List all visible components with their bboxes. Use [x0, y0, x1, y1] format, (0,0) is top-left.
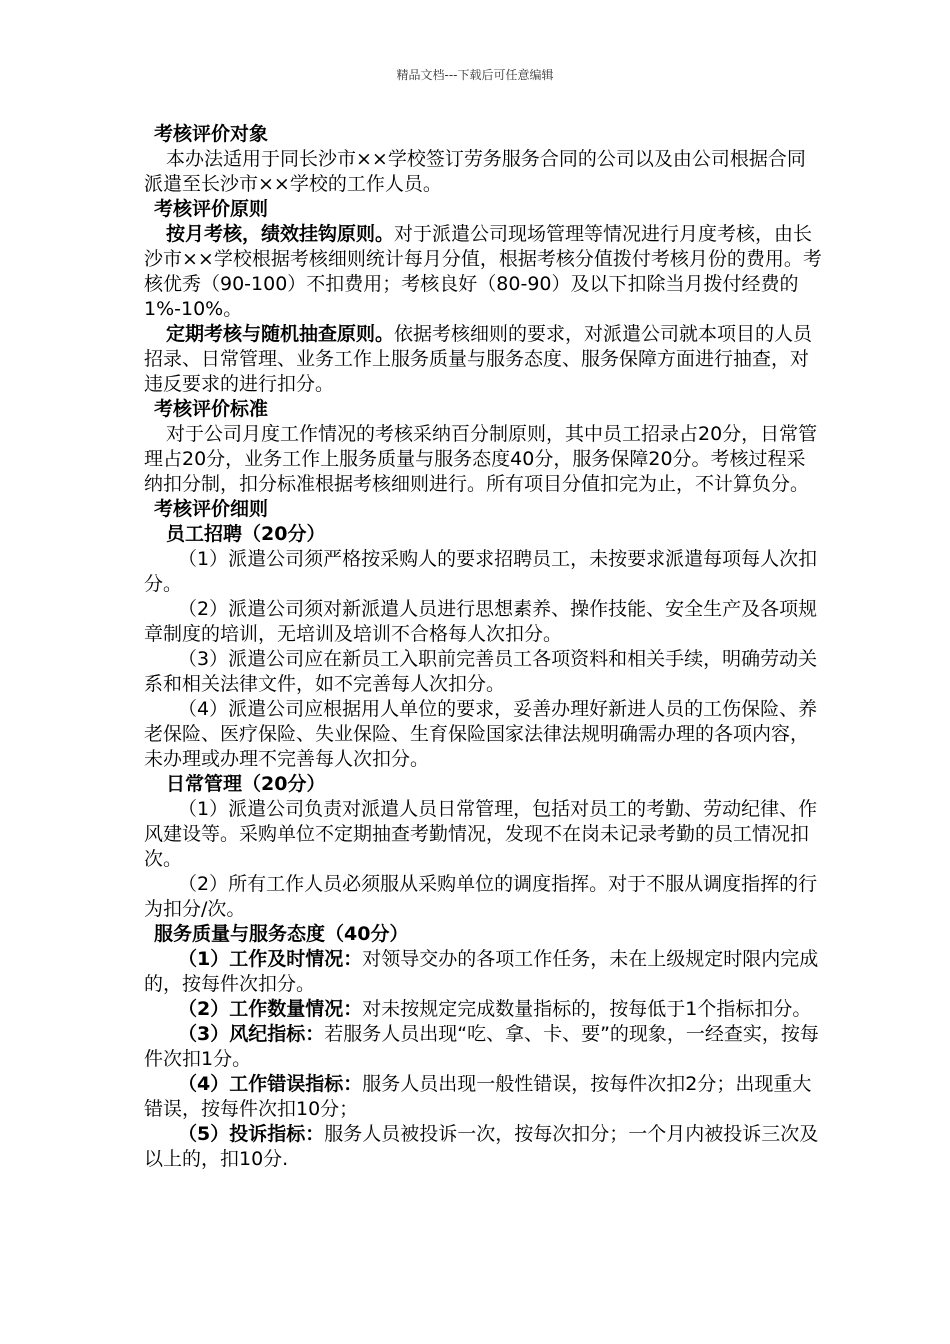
- list-item: （4）派遣公司应根据用人单位的要求，妥善办理好新进人员的工伤保险、养老保险、医疗保险、失业保险、生育保险国家法律法规明确需办理的各项内容，未办理或办理不完善每人次扣分。: [144, 698, 818, 770]
- paragraph-scope: 本办法适用于同长沙市××学校签订劳务服务合同的公司以及由公司根据合同派遣至长沙市××学校的工作人员。: [144, 148, 806, 195]
- list-item: [144, 1122, 824, 1172]
- section-title-evaluation-details: 考核评价细则: [154, 498, 269, 520]
- list-item: [144, 1022, 824, 1072]
- list-item: [144, 947, 824, 997]
- section-title-evaluation-object: 考核评价对象: [154, 123, 269, 145]
- list-item: [144, 1072, 824, 1122]
- paragraph-monthly-principle: [144, 222, 824, 322]
- principle-text: 对于派遣公司现场管理等情况进行月度考核，由长沙市××学校根据考核细则统计每月分值，根据考核分值拨付考核月份的费用。考核优秀（90-100）不扣费用；考核良好（80-90）及以下扣除当月拨付经费的1%-10%。: [144, 223, 822, 320]
- item-text: 对领导交办的各项工作任务，未在上级规定时限内完成的，按每件次扣分。: [144, 948, 819, 995]
- principle-lead: 按月考核，绩效挂钩原则。: [166, 223, 395, 245]
- item-lead: （4）工作错误指标：: [178, 1073, 363, 1095]
- principle-text: 依据考核细则的要求，对派遣公司就本项目的人员招录、日常管理、业务工作上服务质量与服务态度、服务保障方面进行抽查，对违反要求的进行扣分。: [144, 323, 813, 395]
- item-text: 对未按规定完成数量指标的，按每低于1个指标扣分。: [362, 998, 812, 1020]
- paragraph-random-check-principle: [144, 322, 824, 397]
- item-lead: （3）风纪指标：: [178, 1023, 325, 1045]
- principle-lead: 定期考核与随机抽查原则。: [166, 323, 395, 345]
- subsection-title-recruitment: 员工招聘（20分）: [166, 523, 326, 545]
- list-item: （2）所有工作人员必须服从采购单位的调度指挥。对于不服从调度指挥的行为扣分/次。: [144, 873, 818, 920]
- subsection-title-service-quality: 服务质量与服务态度（40分）: [154, 923, 409, 945]
- item-lead: （2）工作数量情况：: [178, 998, 363, 1020]
- list-item: （3）派遣公司应在新员工入职前完善员工各项资料和相关手续，明确劳动关系和相关法律文件，如不完善每人次扣分。: [144, 648, 818, 695]
- item-lead: （5）投诉指标：: [178, 1123, 325, 1145]
- document-body: [144, 122, 824, 1172]
- item-text: 服务人员被投诉一次，按每次扣分；一个月内被投诉三次及以上的，扣10分.: [144, 1123, 819, 1170]
- section-title-evaluation-principles: 考核评价原则: [154, 198, 269, 220]
- list-item: （1）派遣公司须严格按采购人的要求招聘员工，未按要求派遣每项每人次扣分。: [144, 548, 818, 595]
- page-header: 精品文档---下载后可任意编辑: [396, 68, 554, 82]
- paragraph-standard: 对于公司月度工作情况的考核采纳百分制原则，其中员工招录占20分，日常管理占20分，业务工作上服务质量与服务态度40分，服务保障20分。考核过程采纳扣分制，扣分标准根据考核细则进行。所有项目分值扣完为止，不计算负分。: [144, 423, 818, 495]
- item-lead: （1）工作及时情况：: [178, 948, 363, 970]
- subsection-title-daily-management: 日常管理（20分）: [166, 773, 326, 795]
- item-text: 服务人员出现一般性错误，按每件次扣2分；出现重大错误，按每件次扣10分；: [144, 1073, 812, 1120]
- item-text: 若服务人员出现“吃、拿、卡、要”的现象，一经查实，按每件次扣1分。: [144, 1023, 819, 1070]
- list-item: （1）派遣公司负责对派遣人员日常管理，包括对员工的考勤、劳动纪律、作风建设等。采购单位不定期抽查考勤情况，发现不在岗未记录考勤的员工情况扣次。: [144, 798, 818, 870]
- section-title-evaluation-standard: 考核评价标准: [154, 398, 269, 420]
- list-item: [144, 997, 824, 1022]
- list-item: （2）派遣公司须对新派遣人员进行思想素养、操作技能、安全生产及各项规章制度的培训，无培训及培训不合格每人次扣分。: [144, 598, 818, 645]
